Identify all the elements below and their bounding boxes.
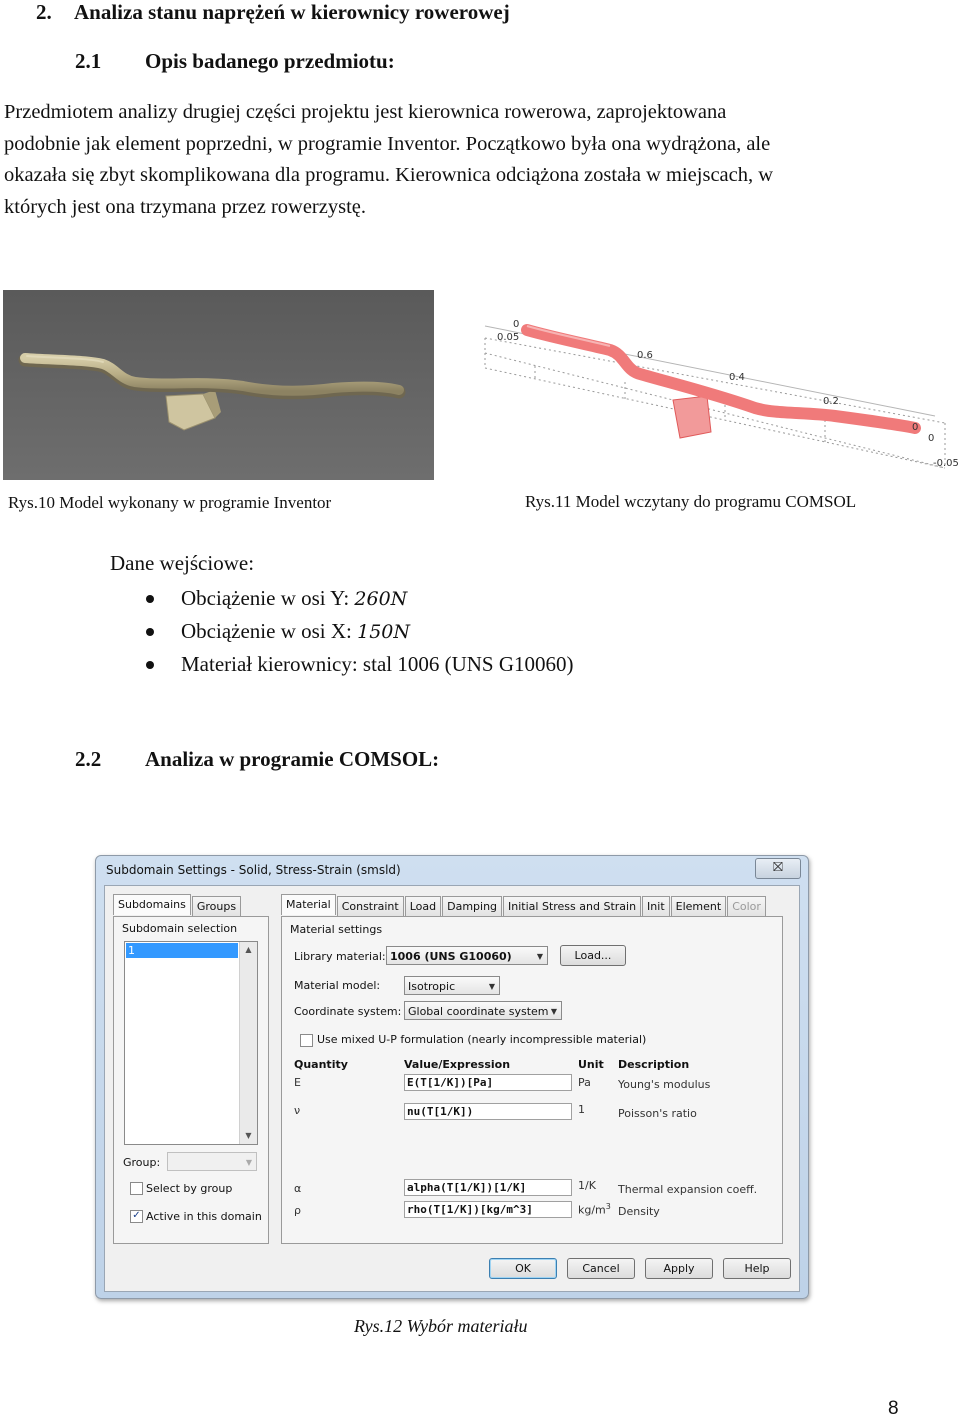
quantity-label: ρ [294,1204,301,1217]
column-header-value: Value/Expression [404,1058,511,1071]
paragraph-line: okazała się zbyt skomplikowana dla programu. Kierownica odciążona została w miejscach, w [4,164,774,186]
bullet-icon [146,595,154,603]
quantity-label: ν [294,1104,301,1117]
axis-label: 0 [912,422,919,433]
input-data-list [110,582,574,681]
tab-color: Color [727,896,766,917]
value-input-E[interactable]: E(T[1/K])[Pa] [404,1074,572,1091]
group-label: Group: [123,1156,161,1169]
chevron-down-icon: ▼ [550,1007,557,1016]
axis-label: 0.4 [729,372,745,383]
paragraph-line: których jest ona trzymana przez rowerzystę. [4,195,367,218]
subsection-title: Analiza w programie COMSOL: [145,747,440,771]
handlebar-tube [527,330,915,428]
input-data-section [110,551,574,681]
active-in-domain-label: Active in this domain [146,1210,262,1223]
tab-damping[interactable]: Damping [442,896,502,917]
mixed-up-checkbox[interactable] [300,1034,313,1047]
coordinate-system-value: Global coordinate system [408,1005,549,1018]
tab-material[interactable]: Material [281,894,336,915]
library-material-value: 1006 (UNS G10060) [390,950,512,963]
dialog-client-area [104,885,800,1292]
subdomains-pane [113,916,269,1244]
description-label: Poisson's ratio [618,1107,697,1120]
chevron-down-icon: ▼ [488,982,495,991]
close-icon[interactable]: ⛝ [755,858,801,879]
load-material-button[interactable]: Load... [560,945,626,966]
subdomain-listbox[interactable] [124,941,258,1145]
description-label: Thermal expansion coeff. [618,1183,758,1196]
value-input-alpha[interactable]: alpha(T[1/K])[1/K] [404,1179,572,1196]
mixed-up-label: Use mixed U-P formulation (nearly incompressible material) [317,1033,647,1046]
section-title: Analiza stanu naprężeń w kierownicy rowerowej [74,0,510,24]
list-item[interactable]: 1 [126,943,238,958]
listbox-scrollbar[interactable] [239,942,257,1144]
library-material-select[interactable] [386,946,548,965]
figure12-caption: Rys.12 Wybór materiału [354,1316,528,1336]
description-label: Young's modulus [618,1078,711,1091]
material-pane [281,916,783,1244]
paragraph-line: Przedmiotem analizy drugiej części projektu jest kierownica rowerowa, zaprojektowana [4,101,727,123]
coordinate-system-label: Coordinate system: [294,1005,402,1018]
dialog-title: Subdomain Settings - Solid, Stress-Strain (smsld) [106,863,401,877]
input-item-load-x [110,615,574,648]
material-model-select[interactable] [404,976,500,995]
axis-label: 0 [513,319,520,330]
column-header-description: Description [618,1058,690,1071]
figure11-caption: Rys.11 Model wczytany do programu COMSOL [525,492,857,511]
axis-label: 0.6 [637,350,653,361]
apply-button[interactable]: Apply [645,1258,713,1279]
paragraph-line: podobnie jak element poprzedni, w programie Inventor. Początkowo była ona wydrążona, ale [4,132,771,155]
value-input-rho[interactable]: rho(T[1/K])[kg/m^3] [404,1201,572,1218]
tab-constraint[interactable]: Constraint [337,896,404,917]
quantity-label: E [294,1076,301,1089]
inventor-model-image [3,290,434,480]
subsection-heading-2-2 [75,747,439,772]
axis-label: 0.2 [823,396,839,407]
unit-label: 1/K [578,1179,596,1192]
axis-label: -0.05 [933,458,959,469]
input-item-material [110,648,574,681]
chevron-down-icon: ▼ [536,952,543,961]
unit-label: Pa [578,1076,591,1089]
material-model-value: Isotropic [408,980,456,993]
bullet-icon [146,628,154,636]
bullet-icon [146,661,154,669]
library-material-label: Library material: [294,950,386,963]
value-input-nu[interactable]: nu(T[1/K]) [404,1103,572,1120]
input-item-label: Obciążenie w osi Y: [181,586,350,610]
active-in-domain-checkbox[interactable]: ✓ [130,1210,143,1223]
section-heading [36,0,510,25]
group-select[interactable] [167,1152,257,1171]
description-label: Density [618,1205,660,1218]
quantity-label: α [294,1182,302,1195]
subsection-title: Opis badanego przedmiotu: [145,49,395,73]
subdomain-settings-dialog [95,855,809,1299]
input-item-value: 150N [357,621,411,643]
tab-init[interactable]: Init [642,896,670,917]
subsection-number: 2.1 [75,49,102,73]
help-button[interactable]: Help [723,1258,791,1279]
input-data-title: Dane wejściowe: [110,551,255,575]
axis-grid [485,338,945,468]
column-header-quantity: Quantity [294,1058,348,1071]
unit-label: $kg/m^3$ [578,1202,611,1217]
tab-subdomains[interactable]: Subdomains [113,894,191,915]
select-by-group-label: Select by group [146,1182,233,1195]
subsection-heading-2-1 [75,49,395,74]
scroll-up-icon[interactable]: ▲ [245,945,252,954]
tab-groups[interactable]: Groups [192,896,241,917]
unit-label: 1 [578,1103,585,1116]
axis-label: 0 [928,433,935,444]
inventor-model-figure [3,290,434,480]
comsol-model-image [475,308,960,480]
subdomain-selection-label: Subdomain selection [122,922,238,935]
ok-button[interactable]: OK [489,1258,557,1279]
tab-element[interactable]: Element [671,896,727,917]
description-paragraph [4,97,944,223]
input-item-label: Materiał kierownicy: stal 1006 (UNS G10060) [181,652,574,676]
input-item-label: Obciążenie w osi X: [181,619,352,643]
material-settings-label: Material settings [290,923,383,936]
figure10-caption: Rys.10 Model wykonany w programie Inventor [8,493,332,512]
stem-block [673,396,711,438]
coordinate-system-select[interactable] [404,1001,562,1020]
material-model-label: Material model: [294,979,381,992]
column-header-unit: Unit [578,1058,604,1071]
input-item-value: 260N [354,588,408,610]
tab-initial-stress-strain[interactable]: Initial Stress and Strain [503,896,641,917]
axis-label: 0.05 [497,332,520,343]
section-number: 2. [36,0,52,24]
cancel-button[interactable]: Cancel [567,1258,635,1279]
scroll-down-icon[interactable]: ▼ [245,1131,252,1140]
page-number: 8 [888,1398,899,1419]
subsection-number: 2.2 [75,747,102,771]
chevron-down-icon: ▼ [245,1158,252,1167]
select-by-group-checkbox[interactable] [130,1182,143,1195]
right-tabbar [281,896,767,917]
comsol-model-figure [475,308,960,480]
left-tabbar [113,896,242,917]
tab-load[interactable]: Load [405,896,441,917]
input-item-load-y [110,582,574,615]
